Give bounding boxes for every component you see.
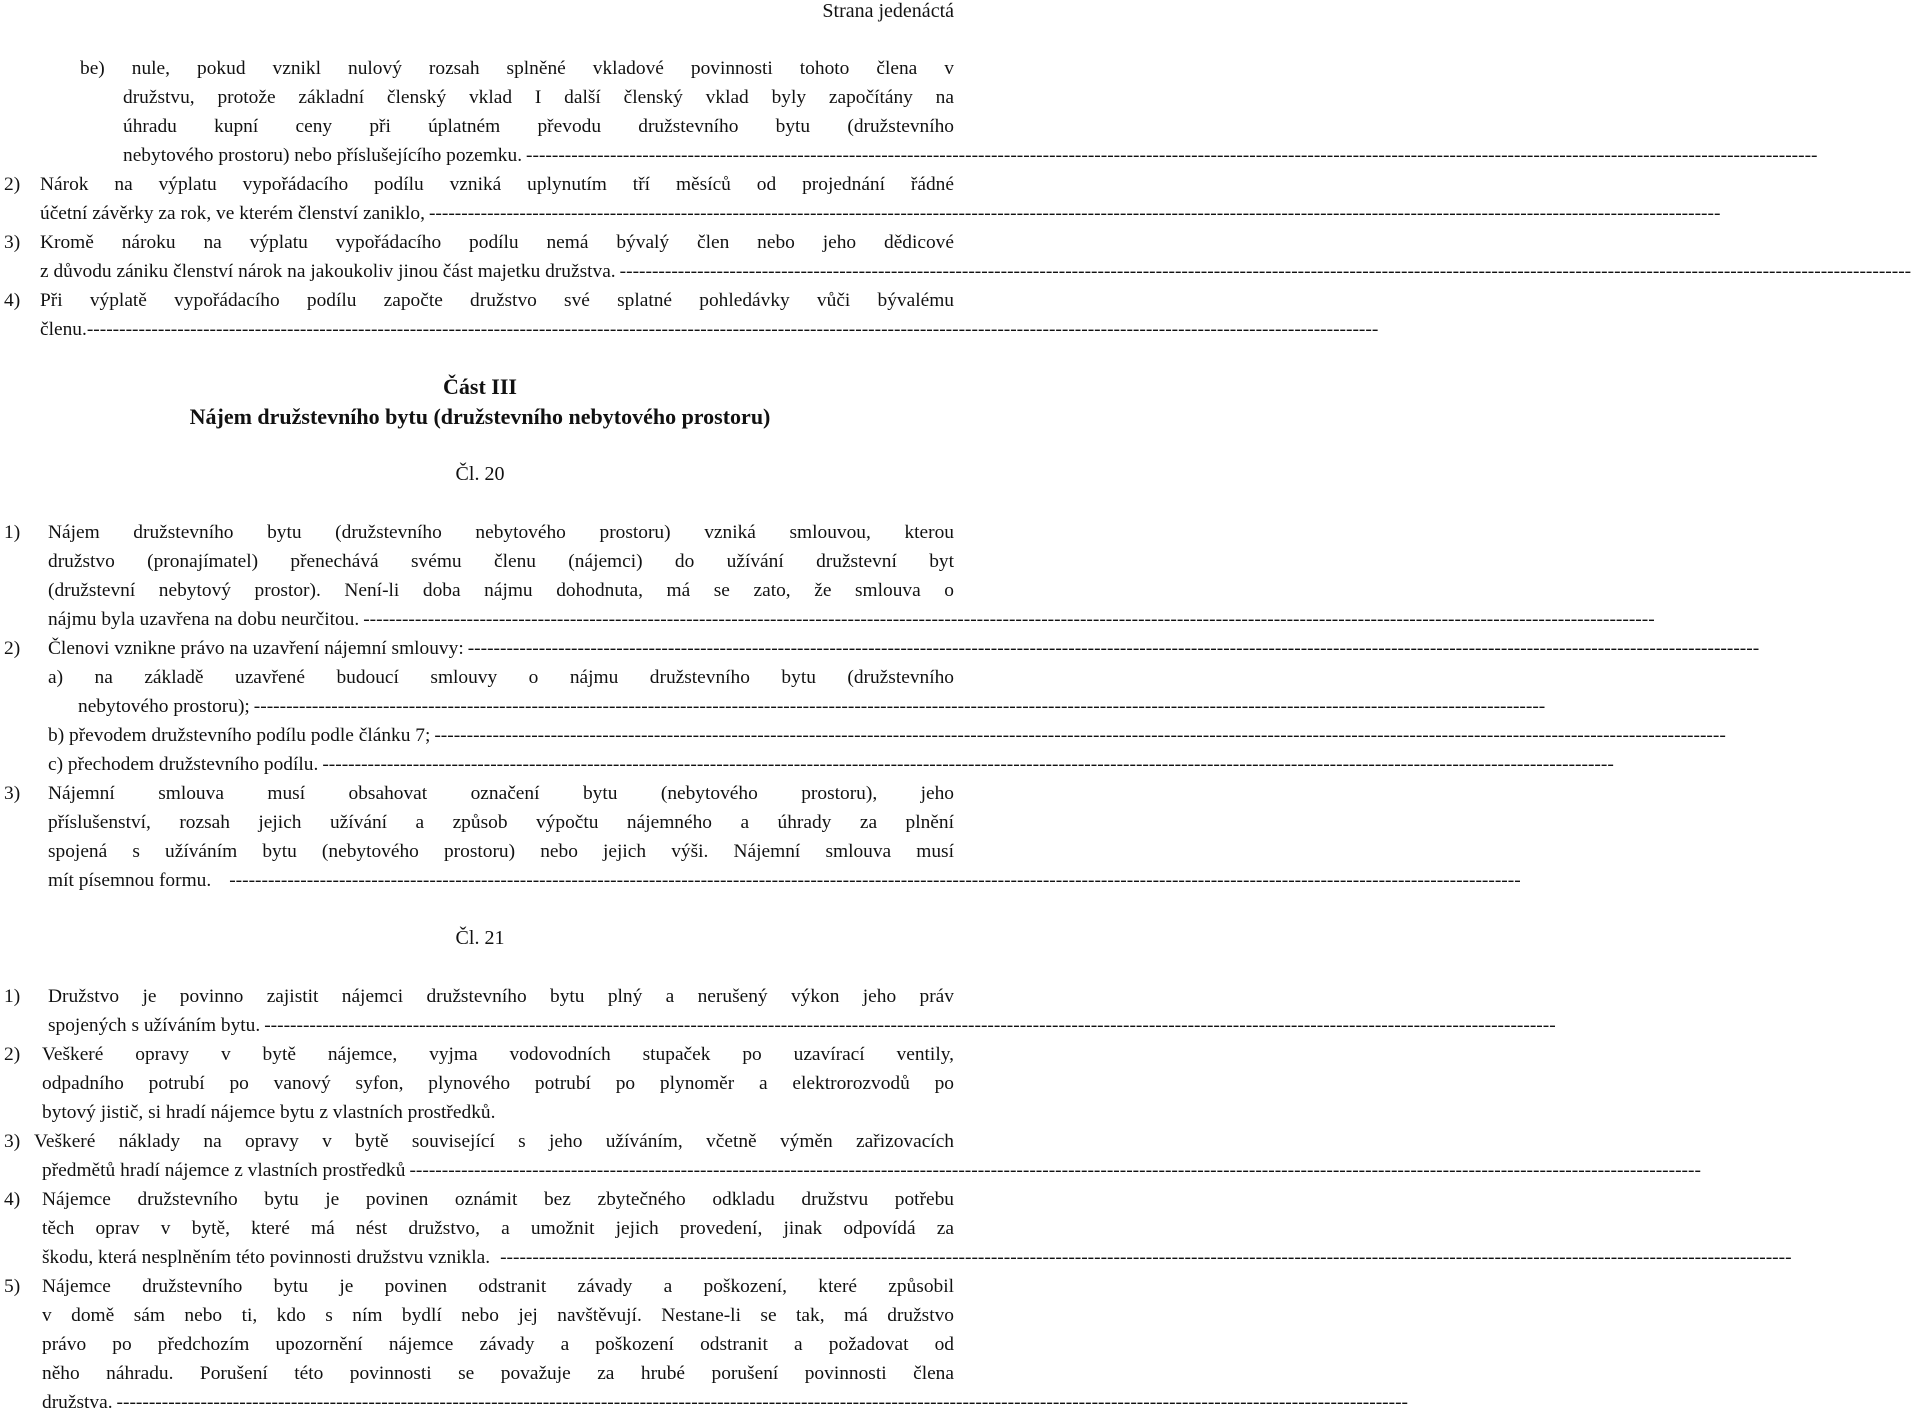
art21-p5-line: Nájemce družstevního bytu je povinen odstranit závady a poškození, které způsobil: [42, 1276, 954, 1297]
page-header: Strana jedenáctá: [822, 0, 954, 22]
art21-p1-line: Družstvo je povinno zajistit nájemci družstevního bytu plný a nerušený výkon jeho práv: [48, 986, 954, 1007]
art21-p2-line: Veškeré opravy v bytě nájemce, vyjma vodovodních stupaček po uzavírací ventily,: [42, 1044, 954, 1065]
item-number: 4): [4, 290, 21, 311]
item-4-last-text: členu.: [40, 319, 87, 340]
dash-fill: --------------------------------------------------------------------------------------------------------------------------------------------------------------------------------------------------------: [409, 1160, 1701, 1181]
dash-fill: --------------------------------------------------------------------------------------------------------------------------------------------------------------------------------------------------------: [500, 1247, 1792, 1268]
art20-p1-last-text: nájmu byla uzavřena na dobu neurčitou.: [48, 609, 360, 630]
item-number: 3): [4, 1131, 21, 1152]
art20-p2-text: Členovi vznikne právo na uzavření nájemní smlouvy:: [48, 638, 464, 659]
dash-fill: --------------------------------------------------------------------------------------------------------------------------------------------------------------------------------------------------------: [322, 754, 1614, 775]
art21-p5-line: právo po předchozím upozornění nájemce závady a poškození odstranit a požadovat od: [42, 1334, 954, 1355]
part-title: Část III: [443, 374, 517, 399]
dash-fill: --------------------------------------------------------------------------------------------------------------------------------------------------------------------------------------------------------: [363, 609, 1655, 630]
art21-p3-line: Veškeré náklady na opravy v bytě související s jeho užíváním, včetně výměn zařizovacích: [34, 1131, 954, 1152]
article-heading: Čl. 21: [455, 927, 505, 949]
item-number: 2): [4, 174, 21, 195]
item-4-line: Při výplatě vypořádacího podílu započte družstvo své splatné pohledávky vůči bývalému: [40, 290, 954, 311]
item-be-last-line: [123, 141, 1818, 170]
art21-p3-last-text: předmětů hradí nájemce z vlastních prostředků: [42, 1160, 406, 1181]
art21-p4-line: Nájemce družstevního bytu je povinen oznámit bez zbytečného odkladu družstvu potřebu: [42, 1189, 954, 1210]
dash-fill: --------------------------------------------------------------------------------------------------------------------------------------------------------------------------------------------------------: [116, 1392, 1408, 1413]
item-number: 2): [4, 638, 21, 659]
art20-p1-line: Nájem družstevního bytu (družstevního nebytového prostoru) vzniká smlouvou, kterou: [48, 522, 954, 543]
art20-p2-a-last-line: [78, 692, 1546, 721]
art20-p1-line: družstvo (pronajímatel) přenechává svému členu (nájemci) do užívání družstevní byt: [48, 551, 954, 572]
item-3-last-line: [40, 257, 1911, 286]
art21-p1-last-line: [48, 1011, 1556, 1040]
art20-p2-a-line: a) na základě uzavřené budoucí smlouvy o nájmu družstevního bytu (družstevního: [48, 667, 954, 688]
item-3-last-text: z důvodu zániku členství nárok na jakoukoliv jinou část majetku družstva.: [40, 261, 616, 282]
dash-fill: --------------------------------------------------------------------------------------------------------------------------------------------------------------------------------------------------------: [428, 203, 1721, 224]
art21-p5-last-text: družstva.: [42, 1392, 113, 1413]
item-be-last-text: nebytového prostoru) nebo příslušejícího pozemku.: [123, 145, 523, 166]
item-be-line: úhradu kupní ceny při úplatném převodu družstevního bytu (družstevního: [123, 116, 954, 137]
item-be-line: be) nule, pokud vznikl nulový rozsah splněné vkladové povinnosti tohoto člena v: [80, 58, 954, 79]
dash-fill: --------------------------------------------------------------------------------------------------------------------------------------------------------------------------------------------------------: [86, 319, 1379, 340]
item-number: 2): [4, 1044, 21, 1065]
art20-p1-line: (družstevní nebytový prostor). Není-li doba nájmu dohodnuta, má se zato, že smlouva o: [48, 580, 954, 601]
art20-p3-line: Nájemní smlouva musí obsahovat označení bytu (nebytového prostoru), jeho: [48, 783, 954, 804]
item-2-line: Nárok na výplatu vypořádacího podílu vzniká uplynutím tří měsíců od projednání řádné: [40, 174, 954, 195]
art21-p3-last-line: [42, 1156, 1701, 1185]
item-number: 1): [4, 522, 21, 543]
article-heading: Čl. 20: [455, 463, 505, 485]
item-number: 3): [4, 783, 21, 804]
item-3-line: Kromě nároku na výplatu vypořádacího podílu nemá bývalý člen nebo jeho dědicové: [40, 232, 954, 253]
art20-p1-last-line: [48, 605, 1655, 634]
dash-fill: --------------------------------------------------------------------------------------------------------------------------------------------------------------------------------------------------------: [434, 725, 1726, 746]
dash-fill: --------------------------------------------------------------------------------------------------------------------------------------------------------------------------------------------------------: [229, 870, 1521, 891]
item-number: 3): [4, 232, 21, 253]
art21-p4-line: těch oprav v bytě, které má nést družstvo, a umožnit jejich provedení, jinak odpovídá za: [42, 1218, 954, 1239]
art20-p3-last-line: [48, 866, 1521, 895]
art20-p2-c-text: c) přechodem družstevního podílu.: [48, 754, 319, 775]
art20-p2-last-line: [48, 634, 1760, 663]
art20-p2-b-text: b) převodem družstevního podílu podle článku 7;: [48, 725, 431, 746]
item-be-line: družstvu, protože základní členský vklad I další členský vklad byly započítány na: [123, 87, 954, 108]
art21-p2-last-text: bytový jistič, si hradí nájemce bytu z vlastních prostředků.: [42, 1102, 496, 1123]
art20-p2-a-last-text: nebytového prostoru);: [78, 696, 250, 717]
art21-p2-line: odpadního potrubí po vanový syfon, plynového potrubí po plynoměr a elektrorozvodů po: [42, 1073, 954, 1094]
item-2-last-line: [40, 199, 1721, 228]
item-2-last-text: účetní závěrky za rok, ve kterém členství zaniklo,: [40, 203, 425, 224]
item-number: 1): [4, 986, 21, 1007]
art21-p5-line: v domě sám nebo ti, kdo s ním bydlí nebo jej navštěvují. Nestane-li se tak, má družstvo: [42, 1305, 954, 1326]
item-number: 4): [4, 1189, 21, 1210]
dash-fill: --------------------------------------------------------------------------------------------------------------------------------------------------------------------------------------------------------: [526, 145, 1818, 166]
art20-p2-c-line: [48, 750, 1614, 779]
item-4-last-line: [40, 315, 1379, 344]
art21-p1-last-text: spojených s užíváním bytu.: [48, 1015, 261, 1036]
dash-fill: --------------------------------------------------------------------------------------------------------------------------------------------------------------------------------------------------------: [253, 696, 1546, 717]
art20-p3-line: příslušenství, rozsah jejich užívání a způsob výpočtu nájemného a úhrady za plnění: [48, 812, 954, 833]
art20-p3-line: spojená s užíváním bytu (nebytového prostoru) nebo jejich výši. Nájemní smlouva musí: [48, 841, 954, 862]
item-number: 5): [4, 1276, 21, 1297]
dash-fill: --------------------------------------------------------------------------------------------------------------------------------------------------------------------------------------------------------: [264, 1015, 1556, 1036]
art21-p5-line: něho náhradu. Porušení této povinnosti se považuje za hrubé porušení povinnosti člena: [42, 1363, 954, 1384]
art21-p5-last-line: [42, 1388, 1408, 1417]
art20-p3-last-text: mít písemnou formu.: [48, 870, 212, 891]
part-subtitle: Nájem družstevního bytu (družstevního nebytového prostoru): [189, 404, 771, 429]
dash-fill: --------------------------------------------------------------------------------------------------------------------------------------------------------------------------------------------------------: [619, 261, 1911, 282]
art20-p2-b-line: [48, 721, 1726, 750]
art21-p4-last-text: škodu, která nesplněním této povinnosti družstvu vznikla.: [42, 1247, 491, 1268]
dash-fill: --------------------------------------------------------------------------------------------------------------------------------------------------------------------------------------------------------: [467, 638, 1760, 659]
art21-p4-last-line: [42, 1243, 1792, 1272]
